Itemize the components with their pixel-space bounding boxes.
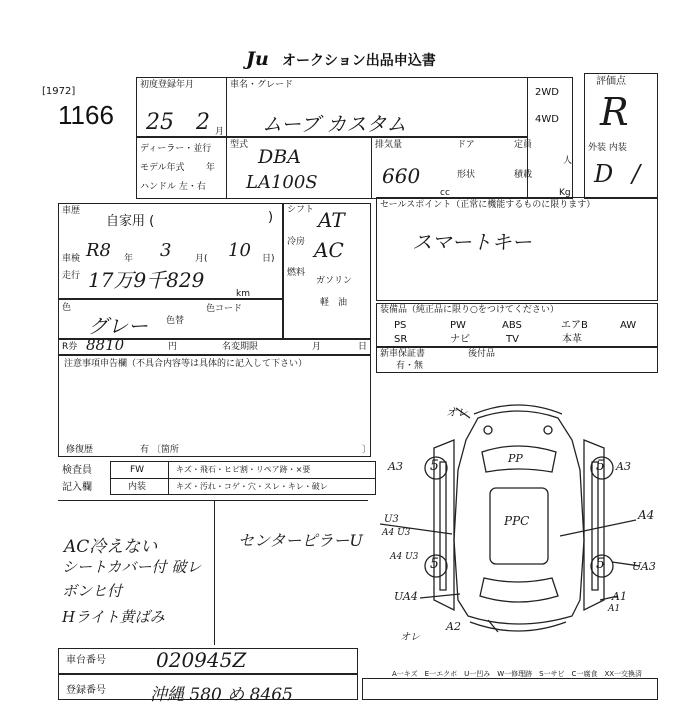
wd4-label: 4WD xyxy=(535,114,559,125)
fuel-diesel: 軽 油 xyxy=(320,298,348,308)
recycle-unit: 円 xyxy=(168,342,178,352)
fw-label: FW xyxy=(130,465,145,475)
engine-value: 660 xyxy=(382,164,421,188)
equip-leather: 本革 xyxy=(562,334,582,345)
legend-box xyxy=(362,678,658,700)
history-label: 車歴 xyxy=(62,206,81,216)
notes-label: 注意事項申告欄（不具合内容等は具体的に記入して下さい） xyxy=(64,359,308,369)
inspection-day-unit: 日) xyxy=(262,254,275,264)
katashiki-value: DBA xyxy=(258,146,301,168)
reg-no-value: 沖縄 580 め 8465 xyxy=(150,685,293,705)
tire-rl: 5 xyxy=(430,556,439,572)
aircon-value: AC xyxy=(314,238,344,262)
meigi-month-unit: 月 xyxy=(312,342,322,352)
repaint-label: 色替 xyxy=(166,316,185,326)
fuel-label: 燃料 xyxy=(287,268,306,278)
inspection-era: R8 xyxy=(86,240,112,261)
aircon-label: 冷房 xyxy=(287,237,306,247)
interior-items: キズ・汚れ・コゲ・穴・スレ・キレ・破レ xyxy=(176,482,328,491)
tire-fr: 5 xyxy=(596,458,605,474)
after-parts-label: 後付品 xyxy=(468,349,496,359)
load-unit: Kg xyxy=(559,188,571,198)
legend-text: A一キズ E一エクボ U一凹み W一修理跡 S一サビ C一腐食 XX一交換済 xyxy=(392,670,643,678)
grade-label: 評価点 xyxy=(596,76,626,87)
equipment-label: 装備品（純正品に限り○をつけてください） xyxy=(380,305,559,315)
car-name-label: 車名・グレード xyxy=(230,80,294,90)
wd2-label: 2WD xyxy=(535,87,559,98)
diag-mark-5: PPC xyxy=(504,514,530,528)
inspection-year-unit: 年 xyxy=(124,254,134,264)
reg-month-unit: 月 xyxy=(215,127,225,137)
sales-label: セールスポイント（正常に機能するものに限ります） xyxy=(380,200,596,210)
history-close: ) xyxy=(268,210,274,225)
recycle-label: R券 xyxy=(62,342,78,352)
sales-value: スマートキー xyxy=(412,230,532,254)
remark-4: Hライト黄ばみ xyxy=(62,608,165,626)
equip-airbag: エアB xyxy=(561,320,588,331)
reg-year: 25 xyxy=(146,110,174,135)
reg-no-label: 登録番号 xyxy=(66,685,106,696)
model-year-unit: 年 xyxy=(206,163,216,173)
inspection-day: 10 xyxy=(228,240,251,261)
history-value: 自家用 ( xyxy=(106,214,155,229)
diag-mark-14: A2 xyxy=(446,620,461,633)
remark-1: AC冷えない xyxy=(64,537,158,557)
meigi-label: 名変期限 xyxy=(222,342,259,352)
meigi-day-unit: 日 xyxy=(358,342,368,352)
ext-grade: D xyxy=(594,160,614,188)
model-year-label: モデル年式 xyxy=(140,163,185,173)
tire-rr: 5 xyxy=(596,556,605,572)
engine-unit: cc xyxy=(440,188,450,198)
chassis-model-value: LA100S xyxy=(246,172,318,193)
mileage-value: 17万9千829 xyxy=(88,268,205,292)
diag-mark-13: A1 xyxy=(608,604,621,614)
reg-label: 初度登録年月 xyxy=(140,80,195,90)
warranty-label: 新車保証書 xyxy=(380,349,426,359)
fuel-gasoline: ガソリン xyxy=(316,276,353,286)
katashiki-label: 型式 xyxy=(230,140,249,150)
record-label: 記入欄 xyxy=(62,482,92,493)
ju-logo: Ju xyxy=(246,48,269,70)
diag-mark-4: PP xyxy=(508,452,523,465)
mileage-label: 走行 xyxy=(62,271,81,281)
engine-label: 排気量 xyxy=(375,140,403,150)
diag-mark-3: A3 xyxy=(616,460,631,473)
checker-label: 検査員 xyxy=(62,465,92,476)
inspection-month-unit: 月( xyxy=(195,254,208,264)
equip-ps: PS xyxy=(394,320,407,331)
teiin-label: 定員 xyxy=(514,140,533,150)
diag-mark-7: U3 xyxy=(384,514,399,525)
equip-abs: ABS xyxy=(502,320,522,331)
repair-close: 〕 xyxy=(362,445,372,455)
equip-aw: AW xyxy=(620,320,637,331)
car-name-value: ムーブ カスタム xyxy=(262,112,407,136)
mileage-unit: km xyxy=(236,289,250,299)
teiin-unit: 人 xyxy=(563,156,573,166)
diag-mark-1: オレ xyxy=(446,406,468,419)
fw-items: キズ・飛石・ヒビ割・リペア跡・×要 xyxy=(176,465,311,474)
ext-int-label: 外装 内装 xyxy=(588,143,627,153)
inspection-month: 3 xyxy=(160,240,172,261)
lot-number: 1166 xyxy=(58,100,114,130)
remark-right: センターピラーU xyxy=(238,531,363,550)
int-grade: / xyxy=(632,160,641,188)
door-label: ドア xyxy=(457,140,475,150)
diag-mark-11: UA3 xyxy=(632,560,656,573)
equip-pw: PW xyxy=(450,320,466,331)
tire-fl: 5 xyxy=(430,458,439,474)
diag-mark-15: オレ xyxy=(400,632,420,643)
shift-value: AT xyxy=(318,208,345,232)
inspection-label: 車検 xyxy=(62,254,81,264)
diag-mark-2: A3 xyxy=(388,460,403,473)
diag-mark-12: A1 xyxy=(612,590,627,603)
equip-sr: SR xyxy=(394,334,408,345)
remark-3: ボンヒ付 xyxy=(62,582,123,600)
color-label: 色 xyxy=(62,303,72,313)
equip-navi: ナビ xyxy=(450,334,470,345)
shift-label: シフト xyxy=(287,205,315,215)
repair-label: 修復歴 xyxy=(66,445,94,455)
color-code-label: 色コード xyxy=(206,304,243,314)
load-label: 積載 xyxy=(514,170,533,180)
color-value: グレー xyxy=(88,314,148,338)
form-title: オークション出品申込書 xyxy=(282,53,436,69)
form-code: [1972] xyxy=(42,86,76,97)
interior-label: 内装 xyxy=(128,482,147,492)
diag-mark-6: A4 xyxy=(638,508,655,522)
dealer-label: ディーラー・並行 xyxy=(140,144,212,154)
diag-mark-9: A4 U3 xyxy=(390,552,419,562)
chassis-no-label: 車台番号 xyxy=(66,655,106,666)
recycle-value: 8810 xyxy=(86,336,125,354)
grade-value: R xyxy=(600,90,629,134)
warranty-value: 有・無 xyxy=(396,361,424,371)
handle-label: ハンドル 左・右 xyxy=(140,182,206,192)
repair-value: 有 〔箇所 xyxy=(140,445,179,455)
chassis-no-value: 020945Z xyxy=(156,648,247,672)
shape-label: 形状 xyxy=(457,170,476,180)
reg-month: 2 xyxy=(196,110,210,135)
diag-mark-8: A4 U3 xyxy=(382,528,411,538)
equip-tv: TV xyxy=(506,334,519,345)
diag-mark-10: UA4 xyxy=(394,590,418,603)
remark-2: シートカバー付 破レ xyxy=(62,558,202,576)
